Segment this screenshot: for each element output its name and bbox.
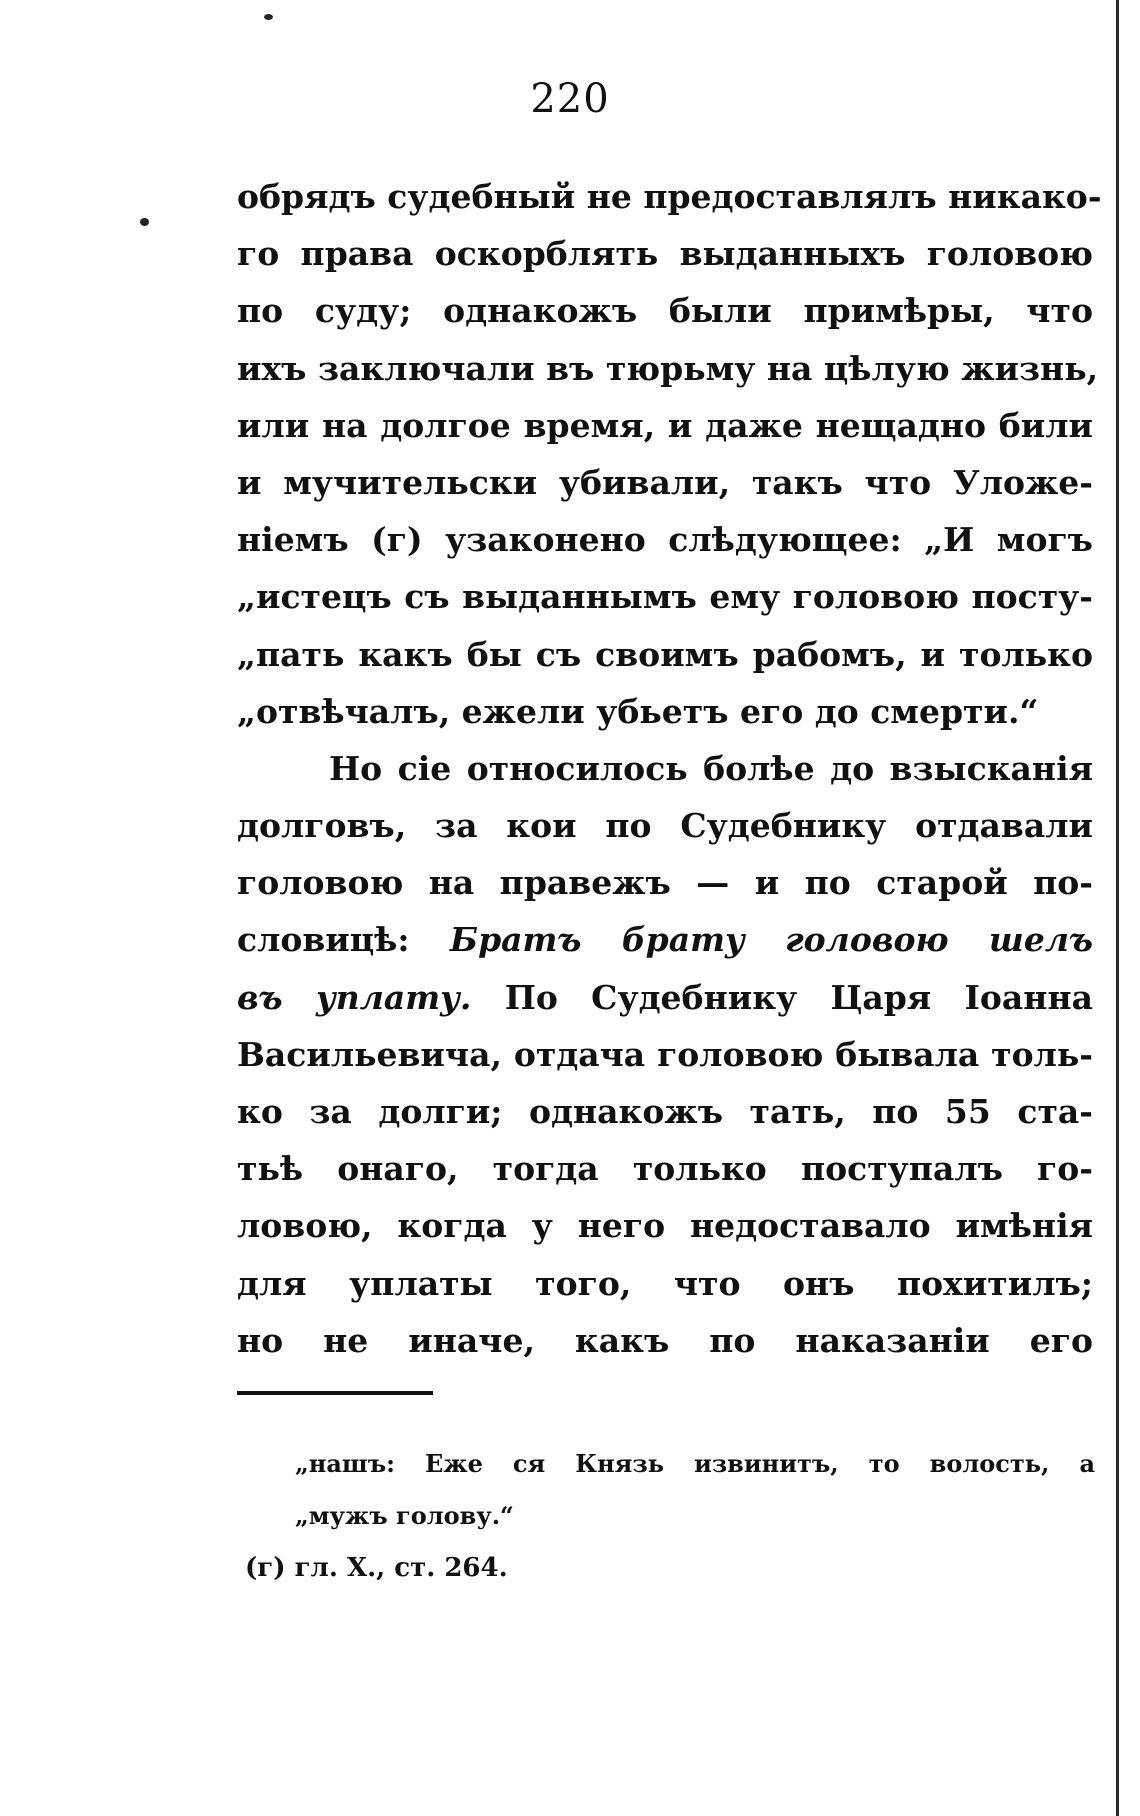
text-line: для уплаты того, что онъ похитилъ; bbox=[237, 1263, 1093, 1303]
text-line: головою на правежъ — и по старой по- bbox=[237, 863, 1093, 903]
ink-speck bbox=[140, 218, 149, 226]
text-line: или на долгое время, и даже нещадно били bbox=[237, 405, 1093, 445]
footnote-line: „нашъ: Еже ся Князь извинитъ, то волость, а bbox=[295, 1449, 1095, 1478]
proverb-line bbox=[237, 911, 1093, 968]
proverb-line-rest: По Судебнику Царя Іоанна bbox=[504, 977, 1093, 1017]
text-line: „отвѣчалъ, ежели убьетъ его до смерти.“ bbox=[237, 691, 1039, 731]
text-line: „истецъ съ выданнымъ ему головою посту- bbox=[237, 577, 1093, 617]
page-number: 220 bbox=[530, 76, 610, 122]
text-line: го права оскорблять выданныхъ головою bbox=[237, 234, 1093, 274]
text-line: ко за долги; однакожъ тать, по 55 ста- bbox=[237, 1092, 1093, 1131]
text-line: ловою, когда у него недоставало имѣнія bbox=[237, 1206, 1093, 1246]
text-line: „пать какъ бы съ своимъ рабомъ, и только bbox=[237, 634, 1093, 674]
text-line: но не иначе, какъ по наказаніи его bbox=[237, 1320, 1093, 1360]
text-line: долговъ, за кои по Судебнику отдавали bbox=[237, 806, 1093, 846]
proverb-prefix: словицѣ: bbox=[237, 920, 410, 960]
text-line: Васильевича, отдача головою бывала толь- bbox=[237, 1034, 1093, 1074]
ink-speck bbox=[264, 14, 273, 20]
proverb-line-2 bbox=[237, 969, 1093, 1026]
main-text bbox=[237, 168, 1102, 1369]
proverb-italic-end: въ уплату. bbox=[237, 977, 472, 1017]
text-line: ніемъ (г) узаконено слѣдующее: „И могъ bbox=[237, 520, 1093, 560]
footnote-reference: (г) гл. X., ст. 264. bbox=[245, 1553, 508, 1583]
text-line: и мучительски убивали, такъ что Уложе- bbox=[237, 462, 1093, 502]
paragraph-start-line: Но сіе относилось болѣе до взысканія bbox=[329, 748, 1093, 788]
text-line: обрядъ судебный не предоставлялъ никако- bbox=[237, 177, 1102, 216]
text-line: ихъ заключали въ тюрьму на цѣлую жизнь, bbox=[237, 348, 1099, 388]
footnote-line: „мужъ голову.“ bbox=[295, 1501, 514, 1530]
footnotes bbox=[245, 1438, 1095, 1594]
proverb-italic: Братъ брату головою шелъ bbox=[449, 920, 1093, 960]
page-edge bbox=[1116, 0, 1119, 1816]
footnote-rule bbox=[237, 1391, 433, 1395]
text-line: тьѣ онаго, тогда только поступалъ го- bbox=[237, 1149, 1093, 1189]
text-line: по суду; однакожъ были примѣры, что bbox=[237, 291, 1093, 331]
